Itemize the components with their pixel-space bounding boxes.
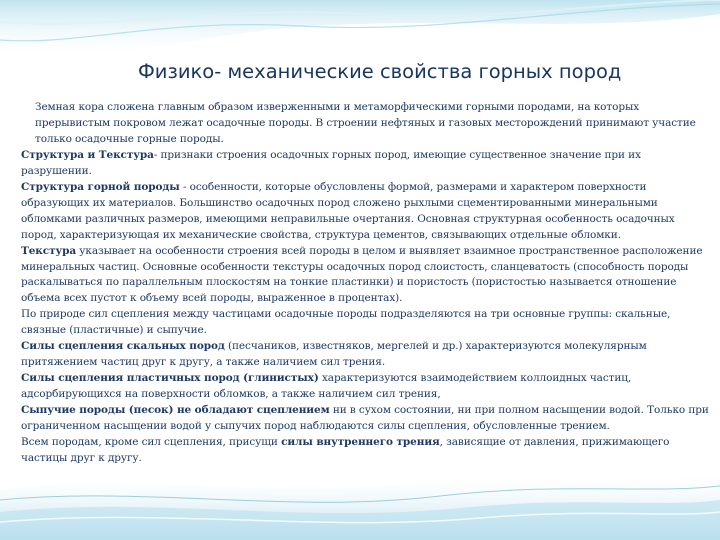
paragraph-internal-friction	[21, 435, 711, 467]
text-run: По природе сил сцепления между частицами осадочные породы подразделяются на три основные группы: скальные, связные (пластичные) и сыпучие.	[21, 308, 671, 337]
paragraph-groups	[21, 307, 711, 339]
slide-body-text	[21, 100, 711, 467]
slide-title: Физико- механические свойства горных пород	[138, 60, 622, 83]
term-bold: Текстура	[21, 244, 77, 257]
text-run: ни в сухом состоянии, ни при полном насыщении водой. Только при ограниченном насыщении водой у сыпучих пород наблюдаются силы сцепления, обусловленные трением.	[21, 404, 709, 433]
term-bold: силы внутреннего трения	[281, 436, 440, 449]
term-bold: Структура и Текстура	[21, 148, 154, 161]
text-run: Земная кора сложена главным образом изверженными и метаморфическими горными породами, на которых прерывистым покровом лежат осадочные породы. В строении нефтяных и газовых месторождений принимают участие только осадочные горные породы.	[35, 101, 696, 145]
text-run: Всем породам, кроме сил сцепления, присущи	[21, 436, 282, 449]
paragraph-loose-rocks	[21, 403, 711, 435]
paragraph-intro	[21, 100, 711, 148]
paragraph-texture	[21, 244, 711, 308]
paragraph-plastic-cohesion	[21, 371, 711, 403]
text-run: - признаки строения осадочных горных пород, имеющие существенное значение при их разрушении.	[21, 148, 641, 177]
term-bold: Силы сцепления пластичных пород (глинистых)	[21, 372, 319, 385]
top-wave	[0, 0, 720, 58]
text-run: , зависящие от давления, прижимающего частицы друг к другу.	[21, 436, 670, 464]
paragraph-structure-texture	[21, 148, 711, 180]
text-run: - особенности, которые обусловлены формой, размерами и характером поверхности образующих их материалов. Большинство осадочных пород сложено рыхлыми сцементированными минеральными обломками различных размеров, имеющими неправильные очертания. Основная структурная особенность осадочных пород, характеризующая их механические свойства, структура цементов, связывающих отдельные обломки.	[21, 180, 675, 241]
paragraph-rock-cohesion	[21, 339, 711, 371]
term-bold: Сыпучие породы (песок) не обладают сцеплением	[21, 404, 330, 417]
text-run: (песчаников, известняков, мергелей и др.) характеризуются молекулярным притяжением частиц друг к другу, а также наличием сил трения.	[21, 340, 647, 369]
paragraph-rock-structure	[21, 180, 711, 244]
text-run: характеризуются взаимодействием коллоидных частиц, адсорбирующихся на поверхности обломков, а также наличием сил трения,	[21, 372, 632, 401]
text-run: указывает на особенности строения всей породы в целом и выявляет взаимное пространственное расположение минеральных частиц. Основные особенности текстуры осадочных пород слоистость, сланцеватость (способность породы раскалываться по параллельным плоскостям на тонкие пластинки) и пористость (пористостью называется отношение объема всех пустот к объему всей породы, выраженное в процентах).	[21, 244, 703, 305]
term-bold: Силы сцепления скальных пород	[21, 340, 225, 353]
term-bold: Структура горной породы	[21, 180, 180, 193]
